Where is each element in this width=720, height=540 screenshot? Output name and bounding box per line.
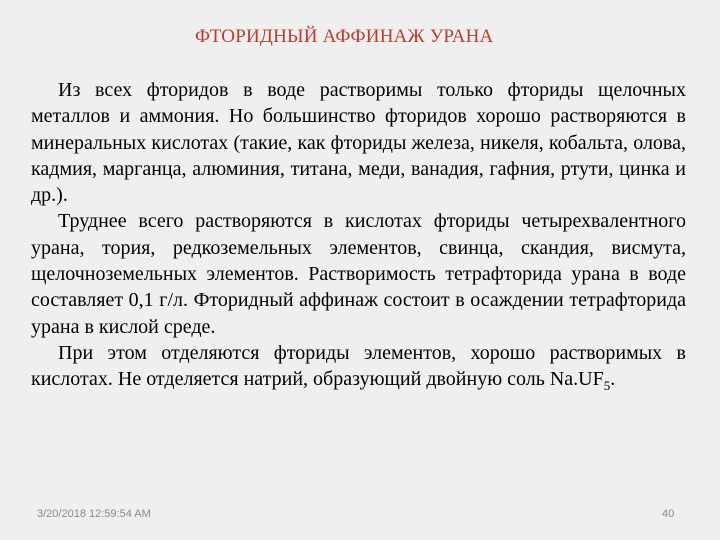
- paragraph-3: [31, 340, 686, 393]
- slide-title: ФТОРИДНЫЙ АФФИНАЖ УРАНА: [195, 26, 494, 47]
- paragraph-3-text: При этом отделяются фториды элементов, хорошо растворимых в кислотах. Не отделяется натрий, образующий двойную соль Na.UF: [31, 341, 686, 391]
- formula-subscript: 5: [603, 378, 611, 394]
- paragraph-1: Из всех фторидов в воде растворимы только фториды щелочных металлов и аммония. Но большинство фторидов хорошо растворяются в минеральных кислотах (такие, как фториды железа, никеля, кобальта, олова, кадмия, марганца, алюминия, титана, меди, ванадия, гафния, ртути, цинка и др.).: [31, 79, 686, 207]
- slide-body: [31, 77, 686, 393]
- paragraph-2: Труднее всего растворяются в кислотах фториды четырехвалентного урана, тория, редкоземельных элементов, свинца, скандия, висмута, щелочноземельных элементов. Растворимость тетрафторида урана в воде составляет 0,1 г/л. Фторидный аффинаж состоит в осаждении тетрафторида урана в кислой среде.: [31, 210, 686, 338]
- page-number: 40: [662, 508, 675, 520]
- footer-date: 3/20/2018 12:59:54 AM: [37, 508, 151, 520]
- paragraph-3-tail: .: [610, 368, 616, 391]
